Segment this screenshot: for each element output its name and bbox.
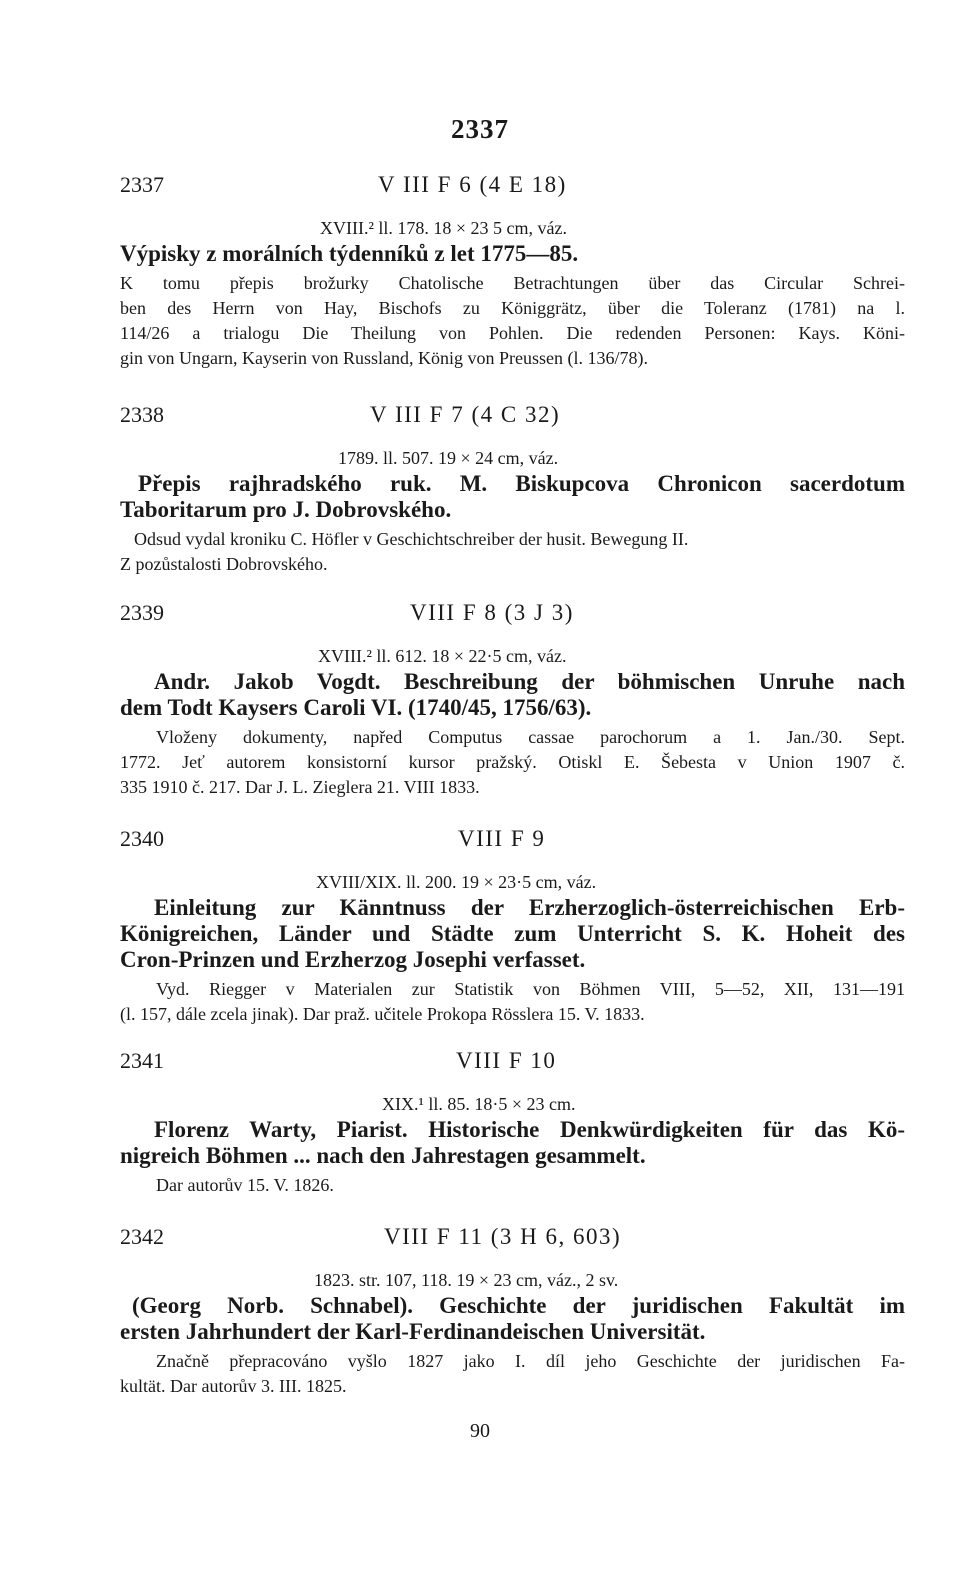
entry-note (120, 977, 905, 1027)
entry-head (120, 172, 905, 206)
entry-number: 2337 (120, 172, 164, 197)
title-line: ersten Jahrhundert der Karl-Ferdinandeischen Universität. (120, 1319, 706, 1344)
note-line: Vloženy dokumenty, napřed Computus cassae parochorum a 1. Jan./30. Sept. (156, 727, 905, 747)
note-line: ben des Herrn von Hay, Bischofs zu Königgrätz, über die Toleranz (1781) na l. (120, 298, 905, 318)
title-line: (Georg Norb. Schnabel). Geschichte der juridischen Fakultät im (132, 1293, 905, 1318)
catalog-entry-2342 (120, 1224, 905, 1399)
entry-head (120, 826, 905, 860)
note-line: K tomu přepis brožurky Chatolische Betrachtungen über das Circular Schrei- (120, 273, 905, 293)
note-line: 114/26 a trialogu Die Theilung von Pohlen. Die redenden Personen: Kays. Köni- (120, 323, 905, 343)
catalog-entry-2338 (120, 402, 905, 577)
title-line: Florenz Warty, Piarist. Historische Denkwürdigkeiten für das Kö- (154, 1117, 905, 1142)
entry-note (120, 1173, 905, 1198)
title-line: dem Todt Kaysers Caroli VI. (1740/45, 1756/63). (120, 695, 592, 720)
shelf-signature: VIII F 11 (3 H 6, 603) (384, 1224, 622, 1249)
entry-note (120, 1349, 905, 1399)
entry-title (120, 241, 905, 267)
note-line: kultät. Dar autorův 3. III. 1825. (120, 1376, 347, 1396)
title-line: Andr. Jakob Vogdt. Beschreibung der böhmischen Unruhe nach (154, 669, 905, 694)
entry-title (120, 471, 905, 523)
catalog-entry-2341 (120, 1048, 905, 1198)
note-line: Vyd. Riegger v Materialen zur Statistik von Böhmen VIII, 5—52, XII, 131—191 (156, 979, 905, 999)
title-line: Einleitung zur Känntnuss der Erzherzoglich-österreichischen Erb- (154, 895, 905, 920)
shelf-signature: V III F 7 (4 C 32) (370, 402, 561, 427)
entry-head (120, 1048, 905, 1082)
note-line: gin von Ungarn, Kayserin von Russland, König von Preussen (l. 136/78). (120, 348, 648, 368)
entry-note (120, 271, 905, 371)
entry-note (120, 527, 905, 577)
catalog-entry-2337 (120, 172, 905, 371)
entry-number: 2339 (120, 600, 164, 625)
shelf-signature: VIII F 9 (458, 826, 546, 851)
page-header-number: 2337 (451, 114, 509, 144)
entry-number: 2341 (120, 1048, 164, 1073)
catalog-entry-2340 (120, 826, 905, 1027)
shelf-signature: VIII F 10 (456, 1048, 557, 1073)
catalog-entry-2339 (120, 600, 905, 800)
entry-meta: XVIII.² ll. 178. 18 × 23 5 cm, váz. (320, 218, 567, 238)
note-line: Z pozůstalosti Dobrovského. (120, 554, 328, 574)
entry-number: 2342 (120, 1224, 164, 1249)
page-number: 90 (470, 1420, 490, 1442)
shelf-signature: VIII F 8 (3 J 3) (410, 600, 574, 625)
entry-note (120, 725, 905, 800)
shelf-signature: V III F 6 (4 E 18) (378, 172, 567, 197)
entry-number: 2340 (120, 826, 164, 851)
entry-meta: 1789. ll. 507. 19 × 24 cm, váz. (338, 448, 559, 468)
entry-meta: 1823. str. 107, 118. 19 × 23 cm, váz., 2 sv. (314, 1270, 619, 1290)
entry-head (120, 600, 905, 634)
title-line: Výpisky z morálních týdenníků z let 1775—85. (120, 241, 579, 266)
title-line: Přepis rajhradského ruk. M. Biskupcova Chronicon sacerdotum (138, 471, 905, 496)
note-line: Odsud vydal kroniku C. Höfler v Geschichtschreiber der husit. Bewegung II. (134, 529, 689, 549)
entry-head (120, 1224, 905, 1258)
entry-meta: XVIII/XIX. ll. 200. 19 × 23·5 cm, váz. (316, 872, 597, 892)
title-line: Taboritarum pro J. Dobrovského. (120, 497, 452, 522)
entry-title (120, 895, 905, 973)
entry-title (120, 1117, 905, 1169)
note-line: Značně přepracováno vyšlo 1827 jako I. díl jeho Geschichte der juridischen Fa- (156, 1351, 905, 1371)
title-line: nigreich Böhmen ... nach den Jahrestagen gesammelt. (120, 1143, 646, 1168)
entry-title (120, 669, 905, 721)
note-line: (l. 157, dále zcela jinak). Dar praž. učitele Prokopa Rösslera 15. V. 1833. (120, 1004, 645, 1024)
entry-head (120, 402, 905, 436)
entry-meta: XVIII.² ll. 612. 18 × 22·5 cm, váz. (318, 646, 567, 666)
note-line: 1772. Jeť autorem konsistorní kursor pražský. Otiskl E. Šebesta v Union 1907 č. (120, 752, 905, 772)
note-line: 335 1910 č. 217. Dar J. L. Zieglera 21. VIII 1833. (120, 777, 480, 797)
note-line: Dar autorův 15. V. 1826. (156, 1175, 334, 1195)
title-line: Königreichen, Länder und Städte zum Unterricht S. K. Hoheit des (120, 921, 905, 946)
title-line: Cron-Prinzen und Erzherzog Josephi verfasset. (120, 947, 586, 972)
entry-meta: XIX.¹ ll. 85. 18·5 × 23 cm. (382, 1094, 576, 1114)
entry-title (120, 1293, 905, 1345)
entry-number: 2338 (120, 402, 164, 427)
